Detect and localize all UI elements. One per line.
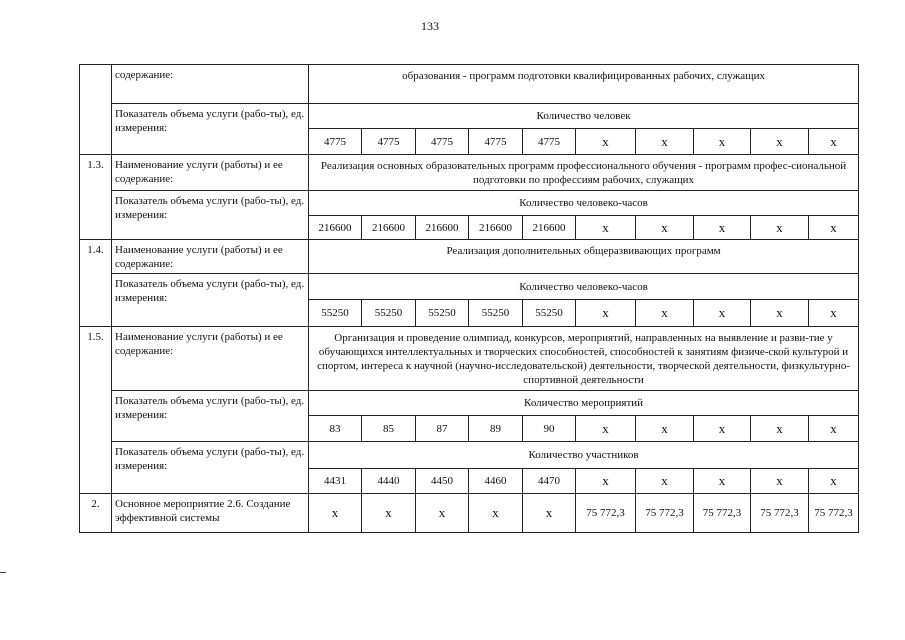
value-cell: х <box>636 216 694 240</box>
service-content: Реализация дополнительных общеразвивающих программ <box>309 240 859 274</box>
value-cell: 4460 <box>469 469 523 494</box>
value-cell: х <box>469 494 523 533</box>
indicator-unit: Количество человеко-часов <box>309 274 859 300</box>
value-cell: х <box>809 416 859 442</box>
value-cell: 4775 <box>309 129 362 155</box>
value-cell: х <box>809 300 859 327</box>
indicator-unit: Количество человек <box>309 104 859 129</box>
value-cell: х <box>809 216 859 240</box>
value-cell: 55250 <box>469 300 523 327</box>
value-cell: 216600 <box>469 216 523 240</box>
page-number: 133 <box>421 19 439 33</box>
table-row <box>80 104 859 129</box>
value-cell: х <box>576 129 636 155</box>
indicator-unit: Количество участников <box>309 442 859 469</box>
value-cell: 216600 <box>362 216 416 240</box>
value-cell: 4775 <box>362 129 416 155</box>
value-cell: 4470 <box>523 469 576 494</box>
row-number: 1.4. <box>80 240 112 327</box>
value-cell: 83 <box>309 416 362 442</box>
value-cell: х <box>576 300 636 327</box>
value-cell: х <box>751 216 809 240</box>
value-cell: х <box>694 216 751 240</box>
value-cell: х <box>636 300 694 327</box>
table-row <box>80 65 859 104</box>
value-cell: х <box>636 129 694 155</box>
service-content: образования - программ подготовки квалифицированных рабочих, служащих <box>309 65 859 104</box>
value-cell: 216600 <box>523 216 576 240</box>
row-label: содержание: <box>112 65 309 104</box>
row-number: 1.5. <box>80 327 112 494</box>
value-cell: х <box>751 300 809 327</box>
row-number: 2. <box>80 494 112 533</box>
indicator-label: Показатель объема услуги (рабо-ты), ед. измерения: <box>112 391 309 442</box>
row-number: 1.3. <box>80 155 112 240</box>
value-cell: х <box>576 216 636 240</box>
value-cell: х <box>751 416 809 442</box>
value-cell: 4440 <box>362 469 416 494</box>
indicator-unit: Количество человеко-часов <box>309 191 859 216</box>
row-label: Наименование услуги (работы) и ее содержание: <box>112 240 309 274</box>
value-cell: 55250 <box>416 300 469 327</box>
row-label: Основное мероприятие 2.6. Создание эффективной системы <box>112 494 309 533</box>
service-content: Организация и проведение олимпиад, конкурсов, мероприятий, направленных на выявление и разви-тие у обучающихся интеллектуальных и творческих способностей, способностей к занятиям физиче-ской культурой и спортом, интереса к научной (научно-исследовательской) деятельности, творческой деятельности, физкультурно-спортивной деятельности <box>309 327 859 391</box>
indicator-label: Показатель объема услуги (рабо-ты), ед. измерения: <box>112 442 309 494</box>
value-cell: 87 <box>416 416 469 442</box>
value-cell: 75 772,3 <box>636 494 694 533</box>
indicator-label: Показатель объема услуги (рабо-ты), ед. измерения: <box>112 104 309 155</box>
margin-mark <box>0 572 6 573</box>
table-row <box>80 442 859 469</box>
row-label: Наименование услуги (работы) и ее содержание: <box>112 327 309 391</box>
table-row <box>80 274 859 300</box>
value-cell: х <box>809 129 859 155</box>
value-cell: х <box>694 300 751 327</box>
value-cell: х <box>751 129 809 155</box>
value-cell: 55250 <box>309 300 362 327</box>
value-cell: 4775 <box>523 129 576 155</box>
value-cell: х <box>636 469 694 494</box>
value-cell: х <box>362 494 416 533</box>
value-cell: х <box>523 494 576 533</box>
table-row <box>80 494 859 533</box>
value-cell: х <box>751 469 809 494</box>
value-cell: 75 772,3 <box>809 494 859 533</box>
value-cell: х <box>576 469 636 494</box>
value-cell: х <box>416 494 469 533</box>
value-cell: 55250 <box>362 300 416 327</box>
row-number <box>80 65 112 155</box>
service-content: Реализация основных образовательных программ профессионального обучения - программ профес-сиональной подготовки по профессиям рабочих, служащих <box>309 155 859 191</box>
value-cell: 75 772,3 <box>694 494 751 533</box>
indicator-label: Показатель объема услуги (рабо-ты), ед. измерения: <box>112 274 309 327</box>
value-cell: х <box>694 416 751 442</box>
table-row <box>80 240 859 274</box>
table-row <box>80 391 859 416</box>
value-cell: х <box>694 469 751 494</box>
value-cell: 85 <box>362 416 416 442</box>
row-label: Наименование услуги (работы) и ее содержание: <box>112 155 309 191</box>
value-cell: 216600 <box>416 216 469 240</box>
value-cell: 4431 <box>309 469 362 494</box>
value-cell: 4775 <box>469 129 523 155</box>
value-cell: х <box>809 469 859 494</box>
value-cell: х <box>636 416 694 442</box>
value-cell: х <box>694 129 751 155</box>
table-row <box>80 155 859 191</box>
value-cell: 75 772,3 <box>751 494 809 533</box>
value-cell: 4450 <box>416 469 469 494</box>
value-cell: 75 772,3 <box>576 494 636 533</box>
value-cell: х <box>309 494 362 533</box>
table-row <box>80 191 859 216</box>
value-cell: 89 <box>469 416 523 442</box>
indicator-unit: Количество мероприятий <box>309 391 859 416</box>
value-cell: 90 <box>523 416 576 442</box>
value-cell: 4775 <box>416 129 469 155</box>
indicator-label: Показатель объема услуги (рабо-ты), ед. измерения: <box>112 191 309 240</box>
budget-table <box>79 64 859 533</box>
value-cell: 216600 <box>309 216 362 240</box>
value-cell: 55250 <box>523 300 576 327</box>
value-cell: х <box>576 416 636 442</box>
table-row <box>80 327 859 391</box>
